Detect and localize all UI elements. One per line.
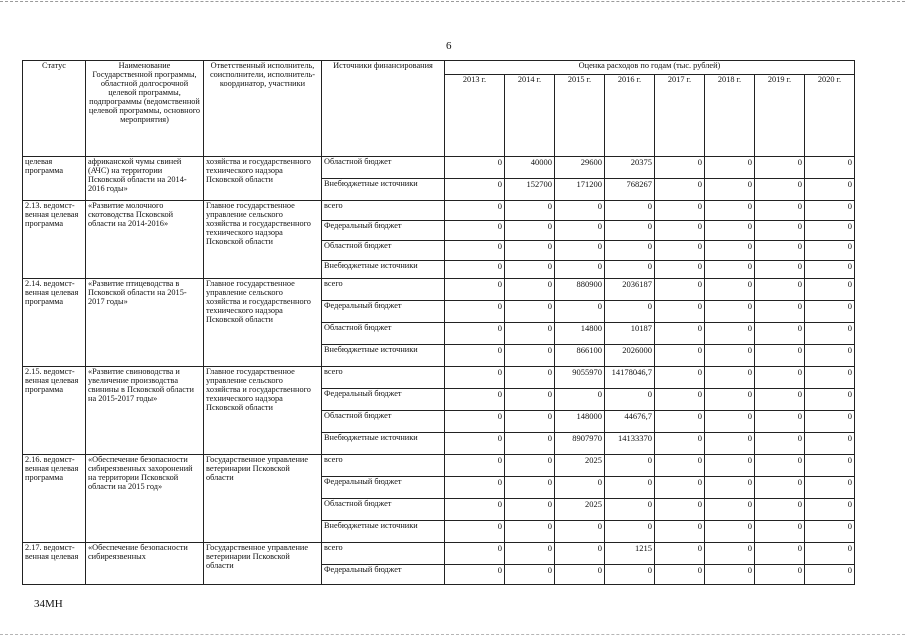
- expense-value: 0: [655, 157, 705, 179]
- expense-value: 0: [555, 261, 605, 279]
- table-body: [23, 61, 855, 585]
- program-executor: Главное государственное управление сельского хозяйства и государственного технического надзора Псковской области: [204, 367, 322, 455]
- expense-value: 0: [505, 411, 555, 433]
- expense-value: 0: [655, 221, 705, 241]
- expense-value: 0: [555, 201, 605, 221]
- program-status: целевая программа: [23, 157, 86, 201]
- program-executor: Государственное управление ветеринарии Псковской области: [204, 543, 322, 585]
- expense-value: 2025: [555, 455, 605, 477]
- expense-value: 0: [555, 521, 605, 543]
- expense-value: 0: [505, 323, 555, 345]
- funding-source: Федеральный бюджет: [322, 565, 445, 585]
- expense-value: 0: [505, 565, 555, 585]
- funding-source: всего: [322, 201, 445, 221]
- expense-value: 0: [805, 455, 855, 477]
- scan-top-edge: [0, 1, 905, 2]
- expense-value: 0: [445, 389, 505, 411]
- expense-value: 0: [445, 201, 505, 221]
- expense-value: 0: [805, 367, 855, 389]
- page-number: 6: [446, 40, 452, 52]
- expense-value: 0: [555, 301, 605, 323]
- funding-source: Областной бюджет: [322, 323, 445, 345]
- expense-value: 0: [705, 261, 755, 279]
- expense-value: 0: [655, 543, 705, 565]
- expense-value: 0: [705, 521, 755, 543]
- expense-value: 0: [445, 565, 505, 585]
- expense-value: 20375: [605, 157, 655, 179]
- expense-value: 0: [655, 499, 705, 521]
- program-status: 2.13. ведомст-венная целевая программа: [23, 201, 86, 279]
- funding-source: Областной бюджет: [322, 411, 445, 433]
- expense-value: 0: [655, 433, 705, 455]
- expense-value: 0: [705, 543, 755, 565]
- expense-value: 14133370: [605, 433, 655, 455]
- expense-value: 0: [555, 221, 605, 241]
- expense-value: 0: [445, 323, 505, 345]
- expense-value: 0: [445, 411, 505, 433]
- expense-value: 0: [705, 477, 755, 499]
- expense-value: 0: [655, 477, 705, 499]
- expense-value: 0: [505, 221, 555, 241]
- funding-source: Федеральный бюджет: [322, 221, 445, 241]
- expense-value: 0: [505, 279, 555, 301]
- expense-value: 0: [505, 477, 555, 499]
- expense-value: 0: [805, 323, 855, 345]
- expense-value: 0: [605, 201, 655, 221]
- header-expenses: Оценка расходов по годам (тыс. рублей): [445, 61, 855, 75]
- expense-value: 0: [445, 261, 505, 279]
- program-name: «Обеспечение безопасности сибиреязвенных: [86, 543, 204, 585]
- expense-value: 2025: [555, 499, 605, 521]
- expense-value: 0: [755, 433, 805, 455]
- expense-value: 0: [605, 477, 655, 499]
- expense-value: 0: [705, 221, 755, 241]
- expense-value: 0: [445, 157, 505, 179]
- expense-value: 0: [505, 345, 555, 367]
- expense-value: 0: [655, 455, 705, 477]
- header-year: 2016 г.: [605, 75, 655, 157]
- program-executor: хозяйства и государственного технического надзора Псковской области: [204, 157, 322, 201]
- program-status: 2.15. ведомст-венная целевая программа: [23, 367, 86, 455]
- expense-value: 0: [705, 565, 755, 585]
- expense-value: 0: [755, 389, 805, 411]
- document-code: 34МН: [34, 598, 63, 610]
- expense-value: 0: [755, 323, 805, 345]
- expense-value: 0: [605, 221, 655, 241]
- expense-value: 171200: [555, 179, 605, 201]
- expense-value: 0: [655, 261, 705, 279]
- expense-value: 0: [705, 279, 755, 301]
- expense-value: 0: [805, 433, 855, 455]
- expense-value: 0: [755, 455, 805, 477]
- expense-value: 0: [705, 323, 755, 345]
- header-year: 2019 г.: [755, 75, 805, 157]
- expense-value: 0: [755, 345, 805, 367]
- expense-value: 152700: [505, 179, 555, 201]
- expense-value: 0: [655, 345, 705, 367]
- expense-value: 0: [755, 261, 805, 279]
- funding-source: Федеральный бюджет: [322, 389, 445, 411]
- expense-value: 0: [805, 221, 855, 241]
- expense-value: 0: [705, 157, 755, 179]
- expense-value: 40000: [505, 157, 555, 179]
- expense-value: 880900: [555, 279, 605, 301]
- expense-value: 0: [445, 179, 505, 201]
- expense-value: 0: [555, 477, 605, 499]
- expense-value: 0: [655, 367, 705, 389]
- expense-value: 2036187: [605, 279, 655, 301]
- expense-value: 0: [655, 389, 705, 411]
- expense-value: 0: [805, 201, 855, 221]
- expense-value: 0: [755, 499, 805, 521]
- funding-source: Внебюджетные источники: [322, 433, 445, 455]
- program-name: «Развитие свиноводства и увеличение производства свинины в Псковской области на 2015-2017 годы»: [86, 367, 204, 455]
- expense-value: 0: [705, 241, 755, 261]
- expense-value: 0: [705, 455, 755, 477]
- expense-value: 0: [605, 241, 655, 261]
- expense-value: 0: [805, 499, 855, 521]
- expense-value: 0: [655, 521, 705, 543]
- header-row: [23, 61, 855, 75]
- funding-source: Внебюджетные источники: [322, 345, 445, 367]
- expense-value: 0: [755, 157, 805, 179]
- expense-value: 2026000: [605, 345, 655, 367]
- funding-source: Внебюджетные источники: [322, 261, 445, 279]
- expense-value: 0: [445, 477, 505, 499]
- expense-value: 0: [655, 301, 705, 323]
- expense-value: 14178046,7: [605, 367, 655, 389]
- program-status: 2.14. ведомст-венная целевая программа: [23, 279, 86, 367]
- expense-value: 9055970: [555, 367, 605, 389]
- expense-value: 10187: [605, 323, 655, 345]
- expense-value: 0: [655, 565, 705, 585]
- expense-value: 0: [805, 157, 855, 179]
- expense-value: 0: [755, 179, 805, 201]
- header-executor: Ответственный исполнитель, соисполнители, исполнитель-координатор, участники: [204, 61, 322, 157]
- funding-source: всего: [322, 455, 445, 477]
- expense-value: 0: [755, 411, 805, 433]
- header-year: 2015 г.: [555, 75, 605, 157]
- expense-value: 44676,7: [605, 411, 655, 433]
- funding-source: Областной бюджет: [322, 499, 445, 521]
- header-sources: Источники финансирования: [322, 61, 445, 157]
- expense-value: 0: [605, 261, 655, 279]
- expense-value: 0: [505, 543, 555, 565]
- expense-value: 1215: [605, 543, 655, 565]
- expense-value: 0: [445, 301, 505, 323]
- funding-source: Областной бюджет: [322, 157, 445, 179]
- expense-value: 0: [655, 411, 705, 433]
- expense-value: 0: [705, 499, 755, 521]
- table-row: [23, 543, 855, 565]
- expense-value: 0: [705, 411, 755, 433]
- expense-value: 0: [655, 279, 705, 301]
- expense-value: 0: [705, 179, 755, 201]
- expense-value: 0: [805, 179, 855, 201]
- header-year: 2014 г.: [505, 75, 555, 157]
- expense-value: 0: [555, 565, 605, 585]
- table-row: [23, 157, 855, 179]
- program-status: 2.16. ведомст-венная целевая программа: [23, 455, 86, 543]
- expense-value: 0: [755, 221, 805, 241]
- expense-value: 0: [445, 433, 505, 455]
- expense-value: 0: [555, 241, 605, 261]
- expense-value: 0: [505, 433, 555, 455]
- program-name: «Развитие птицеводства в Псковской области на 2015-2017 годы»: [86, 279, 204, 367]
- expense-value: 0: [655, 323, 705, 345]
- expense-value: 0: [605, 301, 655, 323]
- expense-value: 0: [805, 565, 855, 585]
- program-name: африканской чумы свиней (АЧС) на территории Псковской области на 2014-2016 годы»: [86, 157, 204, 201]
- expense-value: 0: [445, 455, 505, 477]
- expense-value: 0: [805, 477, 855, 499]
- expense-value: 0: [755, 201, 805, 221]
- table-row: [23, 455, 855, 477]
- expense-value: 0: [705, 301, 755, 323]
- expense-value: 0: [505, 367, 555, 389]
- expense-value: 0: [755, 279, 805, 301]
- funding-source: всего: [322, 543, 445, 565]
- expense-value: 0: [805, 279, 855, 301]
- expense-value: 0: [805, 345, 855, 367]
- expense-value: 0: [555, 543, 605, 565]
- header-year: 2017 г.: [655, 75, 705, 157]
- expense-value: 768267: [605, 179, 655, 201]
- program-executor: Главное государственное управление сельского хозяйства и государственного технического надзора Псковской области: [204, 279, 322, 367]
- expense-value: 0: [655, 179, 705, 201]
- program-executor: Главное государственное управление сельского хозяйства и государственного технического надзора Псковской области: [204, 201, 322, 279]
- table-row: [23, 367, 855, 389]
- scan-bottom-edge: [0, 634, 905, 635]
- expense-value: 29600: [555, 157, 605, 179]
- expense-value: 0: [805, 301, 855, 323]
- expense-value: 0: [505, 389, 555, 411]
- table-row: [23, 201, 855, 221]
- table-row: [23, 279, 855, 301]
- expense-value: 0: [505, 241, 555, 261]
- expense-value: 0: [705, 367, 755, 389]
- expense-value: 0: [605, 565, 655, 585]
- funding-source: всего: [322, 279, 445, 301]
- expense-value: 0: [705, 345, 755, 367]
- expense-value: 0: [445, 543, 505, 565]
- expense-value: 0: [805, 543, 855, 565]
- expense-value: 0: [505, 521, 555, 543]
- expense-value: 0: [505, 201, 555, 221]
- expense-value: 0: [555, 389, 605, 411]
- expense-value: 0: [805, 521, 855, 543]
- program-name: «Обеспечение безопасности сибиреязвенных захоронений на территории Псковской области на 2015 год»: [86, 455, 204, 543]
- expense-value: 0: [445, 345, 505, 367]
- expense-value: 0: [445, 221, 505, 241]
- expense-value: 148000: [555, 411, 605, 433]
- expense-value: 0: [755, 565, 805, 585]
- expense-value: 0: [805, 411, 855, 433]
- expense-value: 0: [755, 241, 805, 261]
- expense-value: 0: [605, 499, 655, 521]
- expense-value: 0: [445, 279, 505, 301]
- expense-value: 0: [445, 521, 505, 543]
- header-year: 2013 г.: [445, 75, 505, 157]
- expense-value: 0: [505, 261, 555, 279]
- funding-source: Внебюджетные источники: [322, 521, 445, 543]
- expense-value: 0: [505, 499, 555, 521]
- header-program-name: Наименование Государственной программы, областной долгосрочной целевой программы, подпрограммы (ведомственной целевой программы, основного мероприятия): [86, 61, 204, 157]
- expense-value: 0: [445, 241, 505, 261]
- program-status: 2.17. ведомст-венная целевая: [23, 543, 86, 585]
- expense-value: 0: [705, 433, 755, 455]
- expense-table: [22, 60, 855, 585]
- funding-source: всего: [322, 367, 445, 389]
- expense-value: 0: [755, 521, 805, 543]
- expense-value: 0: [655, 241, 705, 261]
- expense-value: 0: [805, 389, 855, 411]
- funding-source: Федеральный бюджет: [322, 301, 445, 323]
- expense-value: 0: [755, 543, 805, 565]
- expense-value: 0: [755, 367, 805, 389]
- expense-value: 0: [605, 455, 655, 477]
- funding-source: Федеральный бюджет: [322, 477, 445, 499]
- header-year: 2018 г.: [705, 75, 755, 157]
- expense-value: 8907970: [555, 433, 605, 455]
- funding-source: Внебюджетные источники: [322, 179, 445, 201]
- expense-value: 0: [805, 261, 855, 279]
- expense-value: 14800: [555, 323, 605, 345]
- program-name: «Развитие молочного скотоводства Псковской области на 2014-2016»: [86, 201, 204, 279]
- expense-value: 0: [505, 455, 555, 477]
- expense-value: 0: [605, 521, 655, 543]
- expense-value: 0: [755, 301, 805, 323]
- funding-source: Областной бюджет: [322, 241, 445, 261]
- header-status: Статус: [23, 61, 86, 157]
- expense-value: 0: [705, 201, 755, 221]
- expense-value: 866100: [555, 345, 605, 367]
- expense-value: 0: [805, 241, 855, 261]
- expense-value: 0: [445, 367, 505, 389]
- header-year: 2020 г.: [805, 75, 855, 157]
- program-executor: Государственное управление ветеринарии Псковской области: [204, 455, 322, 543]
- expense-value: 0: [655, 201, 705, 221]
- expense-value: 0: [705, 389, 755, 411]
- expense-value: 0: [445, 499, 505, 521]
- expense-value: 0: [605, 389, 655, 411]
- expense-value: 0: [505, 301, 555, 323]
- expense-value: 0: [755, 477, 805, 499]
